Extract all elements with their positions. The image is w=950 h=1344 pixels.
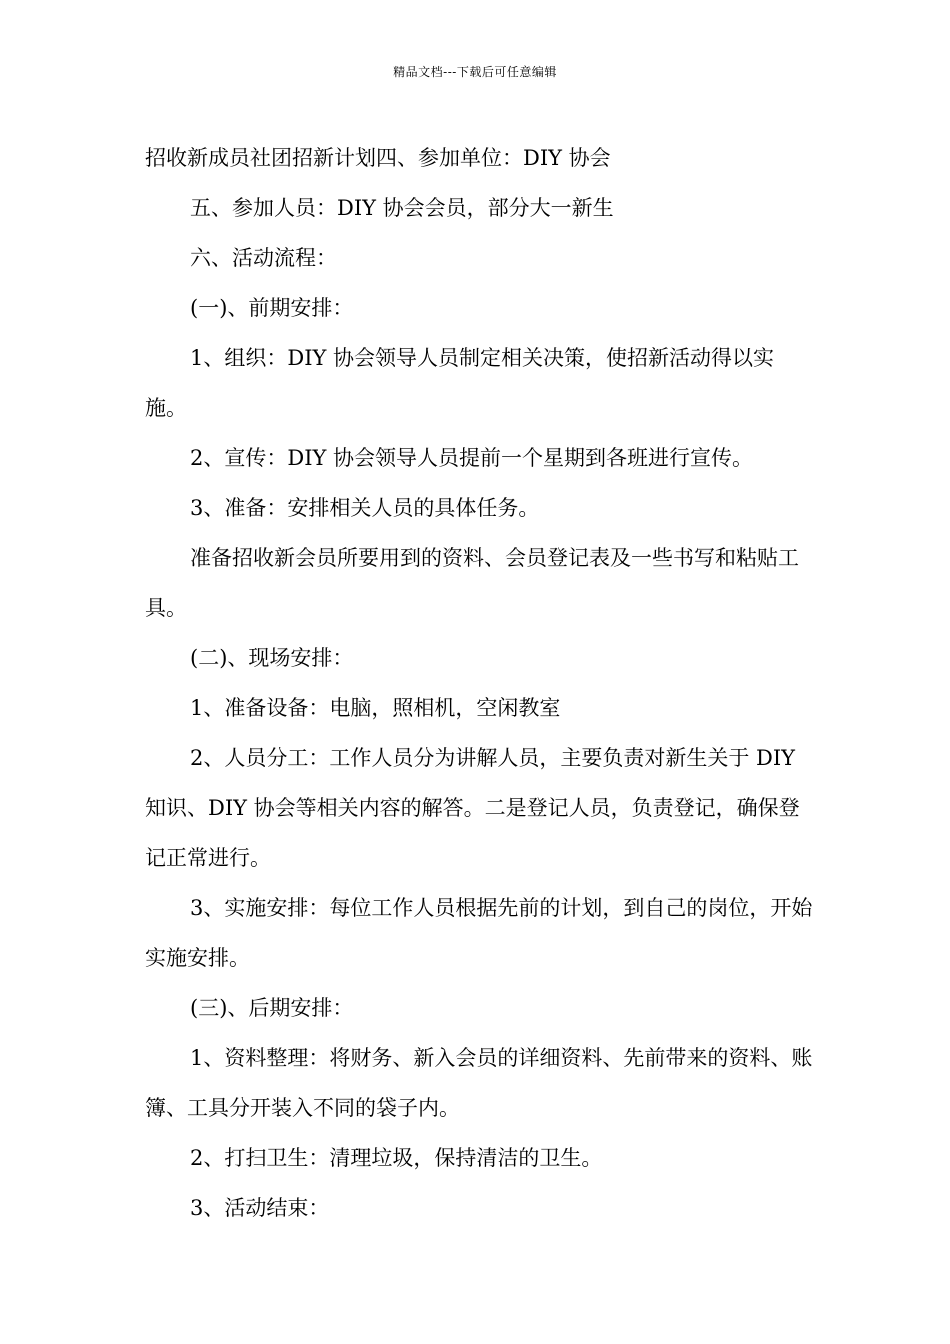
paragraph-equipment: 1、准备设备：电脑，照相机，空闲教室 — [190, 696, 561, 720]
page-header: 精品文档---下载后可任意编辑 — [393, 65, 557, 79]
paragraph-staffing: 2、人员分工：工作人员分为讲解人员，主要负责对新生关于 DIY 知识、DIY 协会等相关内容的解答。二是登记人员，负责登记，确保登记正常进行。 — [145, 746, 800, 870]
paragraph-end: 3、活动结束： — [190, 1196, 330, 1220]
paragraph-implementation: 3、实施安排：每位工作人员根据先前的计划，到自己的岗位，开始实施安排。 — [145, 896, 813, 970]
document-body — [145, 133, 815, 1233]
paragraph-early-heading: (一)、前期安排： — [190, 296, 354, 320]
paragraph-organize-materials: 1、资料整理：将财务、新入会员的详细资料、先前带来的资料、账簿、工具分开装入不同的袋子内。 — [145, 1046, 813, 1120]
paragraph-process-heading: 六、活动流程： — [190, 246, 337, 270]
paragraph-participants: 五、参加人员：DIY 协会会员，部分大一新生 — [190, 196, 614, 220]
paragraph-publicity: 2、宣传：DIY 协会领导人员提前一个星期到各班进行宣传。 — [190, 446, 754, 470]
paragraph-later-heading: (三)、后期安排： — [190, 996, 354, 1020]
paragraph-prepare: 3、准备：安排相关人员的具体任务。 — [190, 496, 540, 520]
paragraph-onsite-heading: (二)、现场安排： — [190, 646, 354, 670]
paragraph-cleaning: 2、打扫卫生：清理垃圾，保持清洁的卫生。 — [190, 1146, 603, 1170]
paragraph-intro: 招收新成员社团招新计划四、参加单位：DIY 协会 — [145, 146, 611, 170]
paragraph-materials: 准备招收新会员所要用到的资料、会员登记表及一些书写和粘贴工具。 — [145, 546, 799, 620]
paragraph-organize: 1、组织：DIY 协会领导人员制定相关决策，使招新活动得以实施。 — [145, 346, 775, 420]
